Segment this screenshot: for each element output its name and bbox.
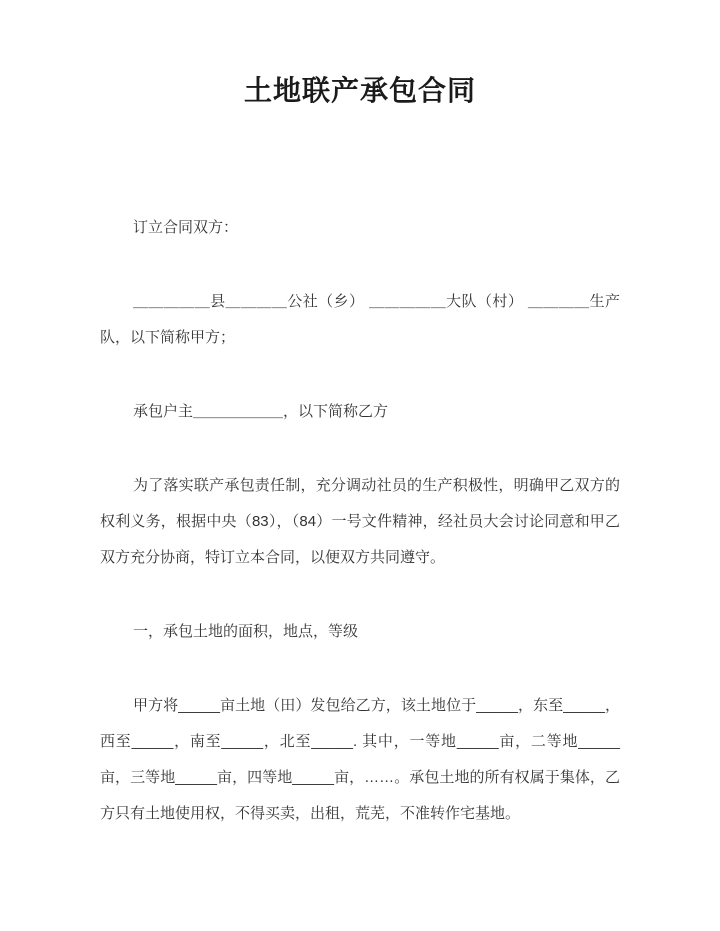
paragraph-section-1-body: 甲方将_____亩土地（田）发包给乙方，该土地位于_____，东至_____，西至_____，南至_____，北至_____. 其中，一等地_____亩，二等地_____亩，三等地_____亩，四等地_____亩，……。承包土地的所有权属于集体，乙方只有土地使用权，不得买卖，出租，荒芜，不准转作宅基地。 — [100, 697, 620, 822]
paragraph-contract-parties-lead: 订立合同双方： — [133, 219, 239, 236]
paragraph-preamble: 为了落实联产承包责任制，充分调动社员的生产积极性，明确甲乙双方的权利义务，根据中央（83），（84）一号文件精神，经社员大会讨论同意和甲乙双方充分协商，特订立本合同，以便双方共同遵守。 — [100, 477, 620, 566]
document-title: 土地联产承包合同 — [243, 76, 476, 107]
paragraph-party-b-line: 承包户主＿＿＿＿＿＿，以下简称乙方 — [133, 403, 389, 420]
paragraph-section-1-heading: 一，承包土地的面积，地点，等级 — [133, 623, 359, 640]
paragraph-party-a-line: ＿＿＿＿＿县＿＿＿＿公社（乡） ＿＿＿＿＿大队（村） ＿＿＿＿生产队，以下简称甲方； — [100, 293, 620, 346]
